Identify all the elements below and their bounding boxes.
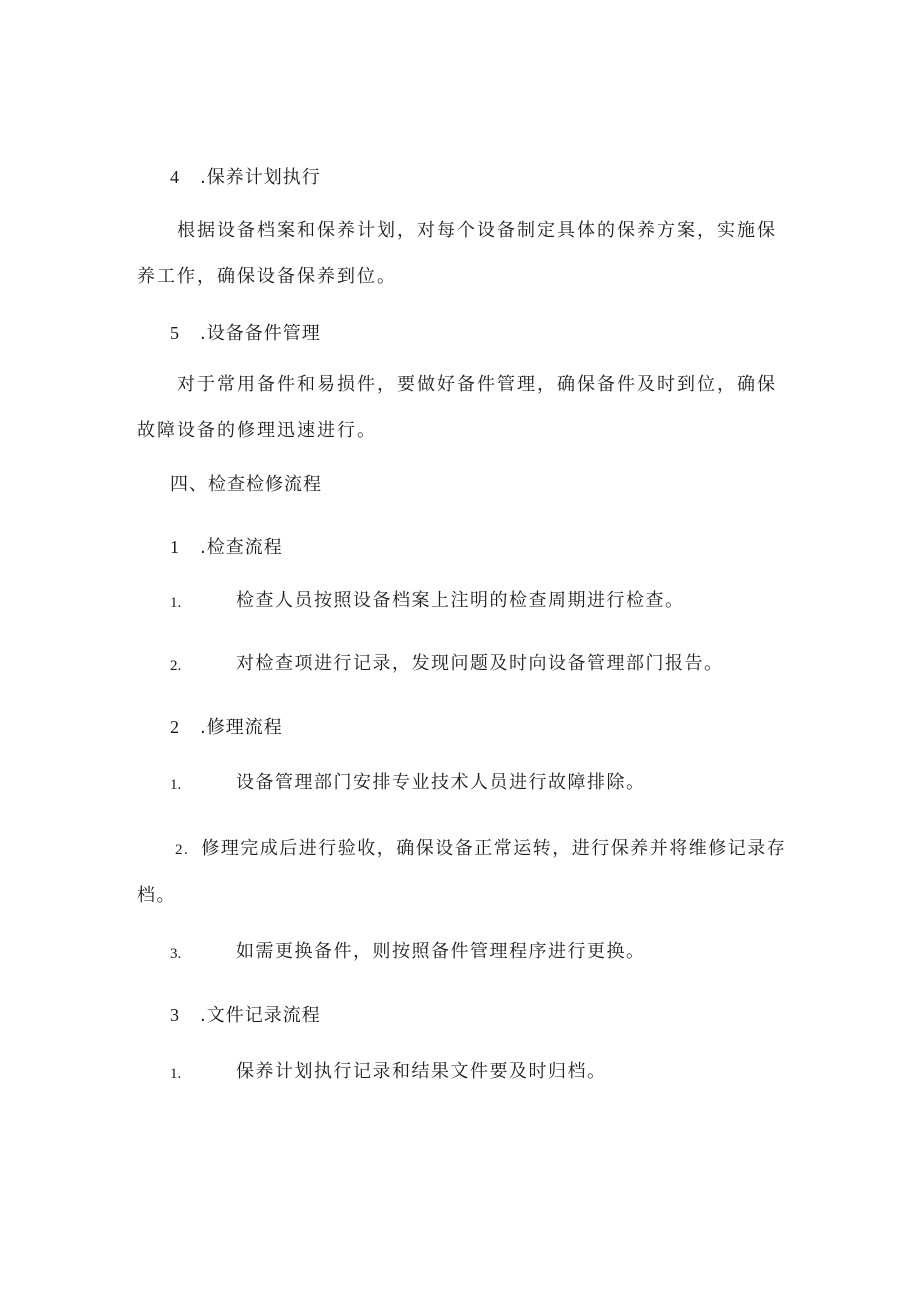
section-heading-spare-parts (170, 320, 321, 347)
section-title: .检查流程 (200, 537, 283, 558)
list-number: 1. (170, 1066, 182, 1082)
section-heading-repair (170, 714, 283, 741)
section-title: .设备备件管理 (200, 323, 321, 344)
list-number: 1. (170, 595, 182, 611)
paragraph-spare-parts: 对于常用备件和易损件，要做好备件管理，确保备件及时到位，确保故障设备的修理迅速进行。 (137, 374, 777, 441)
section-number: 4 (170, 167, 180, 187)
list-text: 如需更换备件，则按照备件管理程序进行更换。 (236, 941, 646, 962)
section-heading-maintenance-plan (170, 164, 321, 191)
section-number: 3 (170, 1005, 180, 1025)
section-title: .保养计划执行 (200, 167, 321, 188)
list-number: 3. (170, 946, 182, 962)
chapter-heading: 四、检查检修流程 (170, 474, 322, 495)
section-heading-inspection (170, 534, 283, 561)
paragraph-maintenance-plan: 根据设备档案和保养计划，对每个设备制定具体的保养方案，实施保养工作，确保设备保养到位。 (137, 220, 777, 287)
section-title: .修理流程 (200, 717, 283, 738)
list-text: 设备管理部门安排专业技术人员进行故障排除。 (236, 772, 646, 793)
section-number: 1 (170, 537, 180, 557)
section-heading-records (170, 1002, 321, 1029)
list-text: 修理完成后进行验收，确保设备正常运转，进行保养并将维修记录存档。 (137, 838, 787, 906)
section-number: 2 (170, 717, 180, 737)
list-number: 2. (170, 658, 182, 674)
list-text: 检查人员按照设备档案上注明的检查周期进行检查。 (236, 590, 685, 611)
section-title: .文件记录流程 (200, 1005, 321, 1026)
list-number: 2. (175, 842, 190, 858)
list-number: 1. (170, 777, 182, 793)
list-text: 对检查项进行记录，发现问题及时向设备管理部门报告。 (236, 653, 724, 674)
section-number: 5 (170, 323, 180, 343)
list-item (137, 826, 787, 919)
list-text: 保养计划执行记录和结果文件要及时归档。 (236, 1061, 607, 1082)
